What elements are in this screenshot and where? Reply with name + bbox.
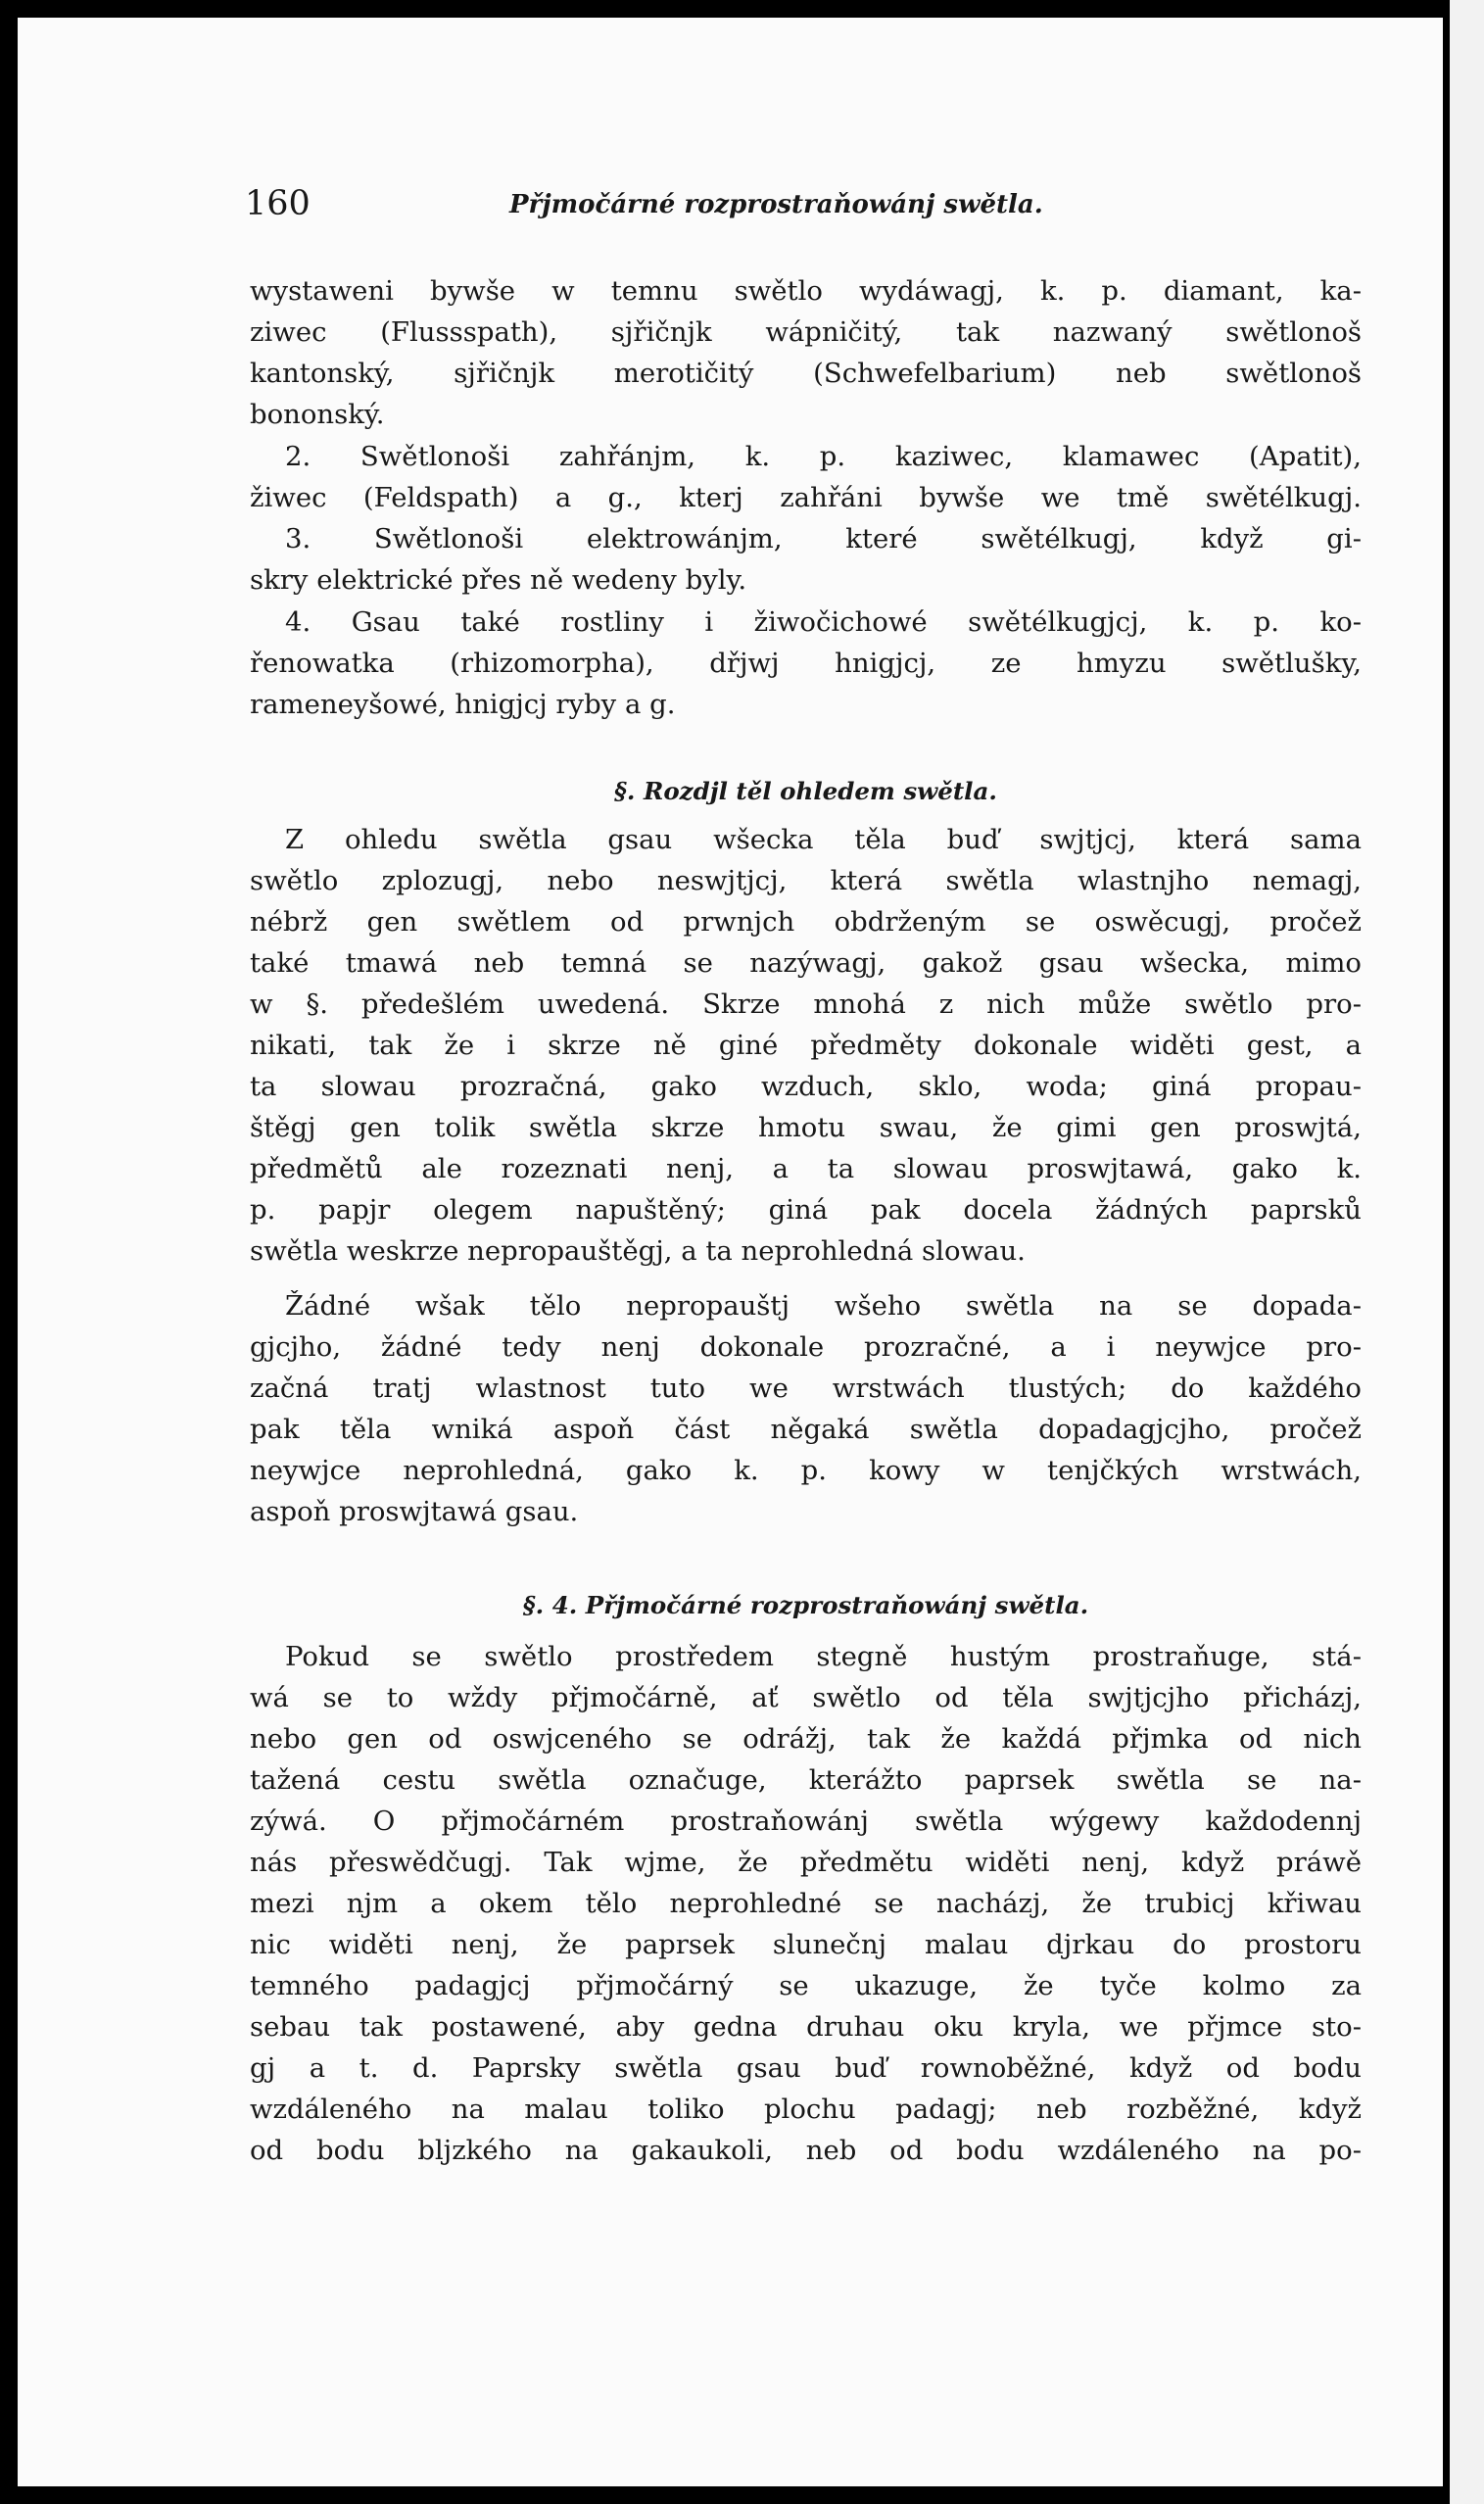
text-line: swětla weskrze nepropauštěgj, a ta neprohledná slowau. [250,1235,1026,1267]
text-line: Pokud se swětlo prostředem stegně hustým prostraňuge, stá- [285,1641,1362,1672]
text-line: w §. předešlém uwedená. Skrze mnohá z nich může swětlo pro- [250,988,1362,1020]
text-line: od bodu bljzkého na gakaukoli, neb od bodu wzdáleného na po- [250,2135,1362,2166]
text-line: nebo gen od oswjceného se odrážj, tak že každá přjmka od nich [250,1723,1362,1755]
text-line: wá se to wždy přjmočárně, ať swětlo od těla swjtjcjho přicházj, [250,1682,1362,1713]
text-line: wystaweni bywše w temnu swětlo wydáwagj, k. p. diamant, ka- [250,275,1362,307]
text-line: nic widěti nenj, že paprsek slunečnj malau djrkau do prostoru [250,1929,1362,1960]
text-line: tažená cestu swětla označuge, kterážto paprsek swětla se na- [250,1764,1362,1796]
scanned-page [18,18,1443,2486]
section-heading: §. 4. Přjmočárné rozprostraňowánj swětla. [522,1591,1089,1619]
text-line: předmětů ale rozeznati nenj, a ta slowau proswjtawá, gako k. [250,1153,1362,1184]
text-line: nás přeswědčugj. Tak wjme, že předmětu widěti nenj, když práwě [250,1847,1362,1878]
text-line: ta slowau prozračná, gako wzduch, sklo, woda; giná propau- [250,1071,1362,1102]
text-line: štěgj gen tolik swětla skrze hmotu swau, že gimi gen proswjtá, [250,1112,1362,1143]
text-line: nébrž gen swětlem od prwnjch obdrženým se oswěcugj, pročež [250,906,1362,938]
text-line: Žádné wšak tělo nepropauštj wšeho swětla na se dopada- [285,1290,1362,1322]
text-line: mezi njm a okem tělo neprohledné se nacházj, že trubicj křiwau [250,1888,1362,1919]
text-line: 3. Swětlonoši elektrowánjm, které swětélkugj, když gi- [285,523,1362,554]
text-line: p. papjr olegem napuštěný; giná pak docela žádných paprsků [250,1194,1362,1226]
scan-margin-strip [1450,0,1484,2504]
text-line: swětlo zplozugj, nebo neswjtjcj, která swětla wlastnjho nemagj, [250,865,1362,896]
text-line: ziwec (Flussspath), sjřičnjk wápničitý, tak nazwaný swětlonoš [250,316,1362,348]
text-line: skry elektrické přes ně wedeny byly. [250,564,747,596]
text-line: 2. Swětlonoši zahřánjm, k. p. kaziwec, klamawec (Apatit), [285,441,1362,472]
text-line: nikati, tak že i skrze ně giné předměty dokonale widěti gest, a [250,1030,1362,1061]
text-line: bononský. [250,399,385,430]
text-line: pak těla wniká aspoň část něgaká swětla dopadagjcjho, pročež [250,1414,1362,1445]
text-line: temného padagjcj přjmočárný se ukazuge, že tyče kolmo za [250,1970,1362,2001]
text-line: sebau tak postawené, aby gedna druhau oku kryla, we přjmce sto- [250,2011,1362,2043]
text-line: rameneyšowé, hnigjcj ryby a g. [250,689,676,720]
text-line: začná tratj wlastnost tuto we wrstwách tlustých; do každého [250,1372,1362,1404]
running-title: Přjmočárné rozprostraňowánj swětla. [509,190,1043,219]
text-line: řenowatka (rhizomorpha), dřjwj hnigjcj, ze hmyzu swětlušky, [250,648,1362,679]
text-line: 4. Gsau také rostliny i žiwočichowé swětélkugjcj, k. p. ko- [285,606,1362,638]
page-number: 160 [245,184,311,223]
text-line: gjcjho, žádné tedy nenj dokonale prozračné, a i neywjce pro- [250,1331,1362,1363]
section-heading: §. Rozdjl těl ohledem swětla. [614,777,997,805]
text-line: Z ohledu swětla gsau wšecka těla buď swjtjcj, která sama [285,824,1362,855]
text-line: kantonský, sjřičnjk merotičitý (Schwefelbarium) neb swětlonoš [250,358,1362,389]
text-line: zýwá. O přjmočárném prostraňowánj swětla wýgewy každodennj [250,1806,1362,1837]
text-line: také tmawá neb temná se nazýwagj, gakož gsau wšecka, mimo [250,947,1362,979]
text-line: gj a t. d. Paprsky swětla gsau buď rownoběžné, když od bodu [250,2052,1362,2084]
text-line: žiwec (Feldspath) a g., kterj zahřáni bywše we tmě swětélkugj. [250,482,1362,513]
text-line: neywjce neprohledná, gako k. p. kowy w tenjčkých wrstwách, [250,1455,1362,1486]
text-line: wzdáleného na malau toliko plochu padagj; neb rozběžné, když [250,2094,1362,2125]
page-header [230,184,1366,233]
text-line: aspoň proswjtawá gsau. [250,1496,579,1527]
